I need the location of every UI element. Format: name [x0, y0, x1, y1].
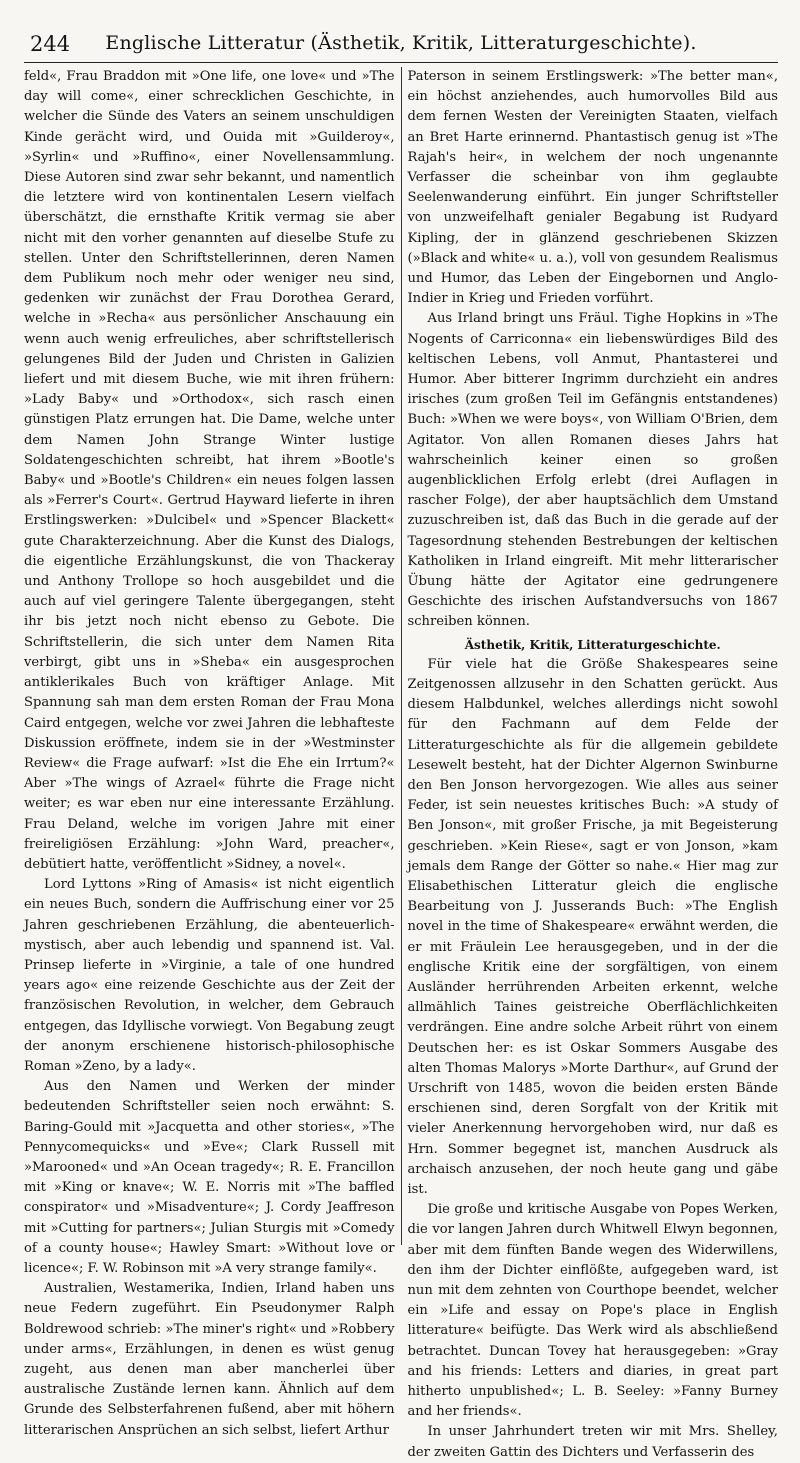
paragraph: Die große und kritische Ausgabe von Popes Werken, die vor langen Jahren durch Whitwell Elwyn begonnen, aber mit dem fünften Bande wegen des Widerwillens, den ihm der Dichter einflößte, aufgegeben ward, ist nun mit dem zehnten von Courthope beendet, welcher ein »Life and essay on Pope's place in English litterature« beifügte. Das Werk wird als abschließend betrachtet. Duncan Tovey hat herausgegeben: »Gray and his friends: Letters and diaries, in great part hitherto unpublished«; L. B. Seeley: »Fanny Burney and her friends«.: [407, 1202, 778, 1420]
running-title: Englische Litteratur (Ästhetik, Kritik, Litteraturgeschichte).: [105, 32, 697, 54]
paragraph: Für viele hat die Größe Shakespeares seine Zeitgenossen allzusehr in den Schatten gerückt. Aus diesem Halbdunkel, welches allerdings nicht sowohl für den Fachmann auf dem Felde der Litteraturgeschichte als für die allgemein gebildete Lesewelt besteht, hat der Dichter Algernon Swinburne den Ben Jonson hervorgezogen. Wie alles aus seiner Feder, ist sein neuestes kritisches Buch: »A study of Ben Jonson«, mit großer Frische, ja mit Begeisterung geschrieben. »Kein Riese«, sagt er von Jonson, »kam jemals dem Range der Götter so nahe.« Hier mag zur Elisabethischen Litteratur gleich die englische Bearbeitung von J. Jusserands Buch: »The English novel in the time of Shakespeare« erwähnt werden, die er mit Fräulein Lee herausgegeben, und in der die englische Kritik eine der sorgfältigen, von einem Ausländer herrührenden Arbeiten erkennt, welche allmählich Taines geistreiche Oberflächlichkeiten verdrängen. Eine andre solche Arbeit rührt von einem Deutschen her: es ist Oskar Sommers Ausgabe des alten Thomas Malorys »Morte Darthur«, auf Grund der Urschrift von 1485, wovon die beiden ersten Bände erschienen sind, deren Sorgfalt von der Kritik mit vieler Anerkennung hervorgehoben wird, nur daß es Hrn. Sommer begegnet ist, manchen Ausdruck als archaisch anzusehen, der noch heute gang und gäbe ist.: [407, 656, 778, 1197]
left-column: [24, 67, 395, 1438]
running-header: [24, 22, 778, 63]
paragraph: Aus den Namen und Werken der minder bedeutenden Schriftsteller seien noch erwähnt: S. Baring-Gould mit »Jacquetta and other stories«, »The Pennycomequicks« und »Eve«; Clark Russell mit »Marooned« und »An Ocean tragedy«; R. E. Francillon mit »King or knave«; W. E. Norris mit »The baffled conspirator« und »Misadventure«; J. Cordy Jeaffreson mit »Cutting for partners«; Julian Sturgis mit »Comedy of a county house«; Hawley Smart: »Without love or licence«; F. W. Robinson mit »A very strange family«.: [24, 1079, 395, 1276]
paragraph: feld«, Frau Braddon mit »One life, one love« und »The day will come«, einer schrecklichen Geschichte, in welcher die Sünde des Vaters an seinem unschuldigen Kinde gerächt wird, und Ouida mit »Guilderoy«, »Syrlin« und »Ruffino«, einer Novellensammlung. Diese Autoren sind zwar sehr bekannt, und namentlich die letztere wird von kontinentalen Lesern vielfach überschätzt, die ernsthafte Kritik vermag sie aber nicht mit den vorher genannten auf dieselbe Stufe zu stellen. Unter den Schriftstellerinnen, deren Namen dem Publikum noch mehr oder weniger neu sind, gedenken wir zunächst der Frau Dorothea Gerard, welche in »Recha« aus persönlicher Anschauung ein wenn auch wenig erfreuliches, aber schriftstellerisch gelungenes Bild der Juden und Christen in Galizien liefert und mit diesem Buche, wie mit ihren frühern: »Lady Baby« und »Orthodox«, sich rasch einen günstigen Platz errungen hat. Die Dame, welche unter dem Namen John Strange Winter lustige Soldatengeschichten schreibt, hat ihrem »Bootle's Baby« und »Bootle's Children« ein neues folgen lassen als »Ferrer's Court«. Gertrud Hayward lieferte in ihren Erstlingswerken: »Dulcibel« und »Spencer Blackett« gute Charakterzeichnung. Aber die Kunst des Dialogs, die eigentliche Erzählungskunst, die von Thackeray und Anthony Trollope so hoch ausgebildet und die auch auf viel geringere Talente übergegangen, steht ihr bis jetzt noch nicht ebenso zu Gebote. Die Schriftstellerin, die sich unter dem Namen Rita verbirgt, gibt uns in »Sheba« ein ausgesprochen antiklerikales Buch von kräftiger Anlage. Mit Spannung sah man dem ersten Roman der Frau Mona Caird entgegen, welche vor zwei Jahren die lebhafteste Diskussion eröffnete, indem sie in der »Westminster Review« die Frage aufwarf: »Ist die Ehe ein Irrtum?« Aber »The wings of Azrael« führte die Frage nicht weiter; es war eben nur eine interessante Erzählung. Frau Deland, welche im vorigen Jahre mit einer freireligiösen Erzählung: »John Ward, preacher«, debütiert hatte, veröffentlicht »Sidney, a novel«.: [24, 69, 395, 872]
two-column-body: [24, 67, 778, 1460]
paragraph: Paterson in seinem Erstlingswerk: »The better man«, ein höchst anziehendes, auch humorvolles Bild aus dem fernen Westen der Vereinigten Staaten, vielfach an Bret Harte erinnernd. Phantastisch genug ist »The Rajah's heir«, in welchem der noch ungenannte Verfasser die scheinbar von ihm geglaubte Seelenwanderung einführt. Ein junger Schriftsteller von unzweifelhaft genialer Begabung ist Rudyard Kipling, der in glänzend geschriebenen Skizzen (»Black and white« u. a.), voll von gesundem Realismus und Humor, das Leben der Eingebornen und Anglo-Indier in Krieg und Frieden vorführt.: [407, 69, 778, 307]
paragraph: In unser Jahrhundert treten wir mit Mrs. Shelley, der zweiten Gattin des Dichters und Verfasserin des: [407, 1424, 778, 1460]
page-number: 244: [30, 32, 71, 56]
paragraph: Australien, Westamerika, Indien, Irland haben uns neue Federn zugeführt. Ein Pseudonymer Ralph Boldrewood schrieb: »The miner's right« und »Robbery under arms«, Erzählungen, in denen es wüst genug zugeht, aus denen man aber mancherlei über australische Zustände lernen kann. Ähnlich auf dem Grunde des Selbsterfahrenen fußend, aber mit höhern litterarischen Ansprüchen an sich selbst, liefert Arthur: [24, 1281, 395, 1438]
right-column: [407, 67, 778, 1460]
section-heading: Ästhetik, Kritik, Litteraturgeschichte.: [464, 637, 721, 652]
paragraph: Lord Lyttons »Ring of Amasis« ist nicht eigentlich ein neues Buch, sondern die Auffrischung einer vor 25 Jahren geschriebenen Erzählung, die abenteuerlich-mystisch, aber auch lebendig und spannend ist. Val. Prinsep lieferte in »Virginie, a tale of one hundred years ago« eine reizende Geschichte aus der Zeit der französischen Revolution, in welcher, dem Gebrauch entgegen, das Idyllische vorwiegt. Von Begabung zeugt der anonym erschienene historisch-philosophische Roman »Zeno, by a lady«.: [24, 877, 395, 1074]
column-divider: [401, 67, 402, 1245]
paragraph: Aus Irland bringt uns Fräul. Tighe Hopkins in »The Nogents of Carriconna« ein liebenswürdiges Bild des keltischen Lebens, voll Anmut, Phantasterei und Humor. Aber bitterer Ingrimm durchzieht ein andres irisches (zum großen Teil im Gefängnis entstandenes) Buch: »When we were boys«, von William O'Brien, dem Agitator. Von allen Romanen dieses Jahrs hat wahrscheinlich keiner einen so großen augenblicklichen Erfolg erlebt (drei Auflagen in rascher Folge), der aber hauptsächlich dem Umstand zuzuschreiben ist, daß das Buch in die gerade auf der Tagesordnung stehenden Bestrebungen der keltischen Katholiken in Irland eingreift. Mit mehr litterarischer Übung hätte der Agitator eine gedrungenere Geschichte des irischen Aufstandversuchs von 1867 schreiben können.: [407, 311, 778, 630]
